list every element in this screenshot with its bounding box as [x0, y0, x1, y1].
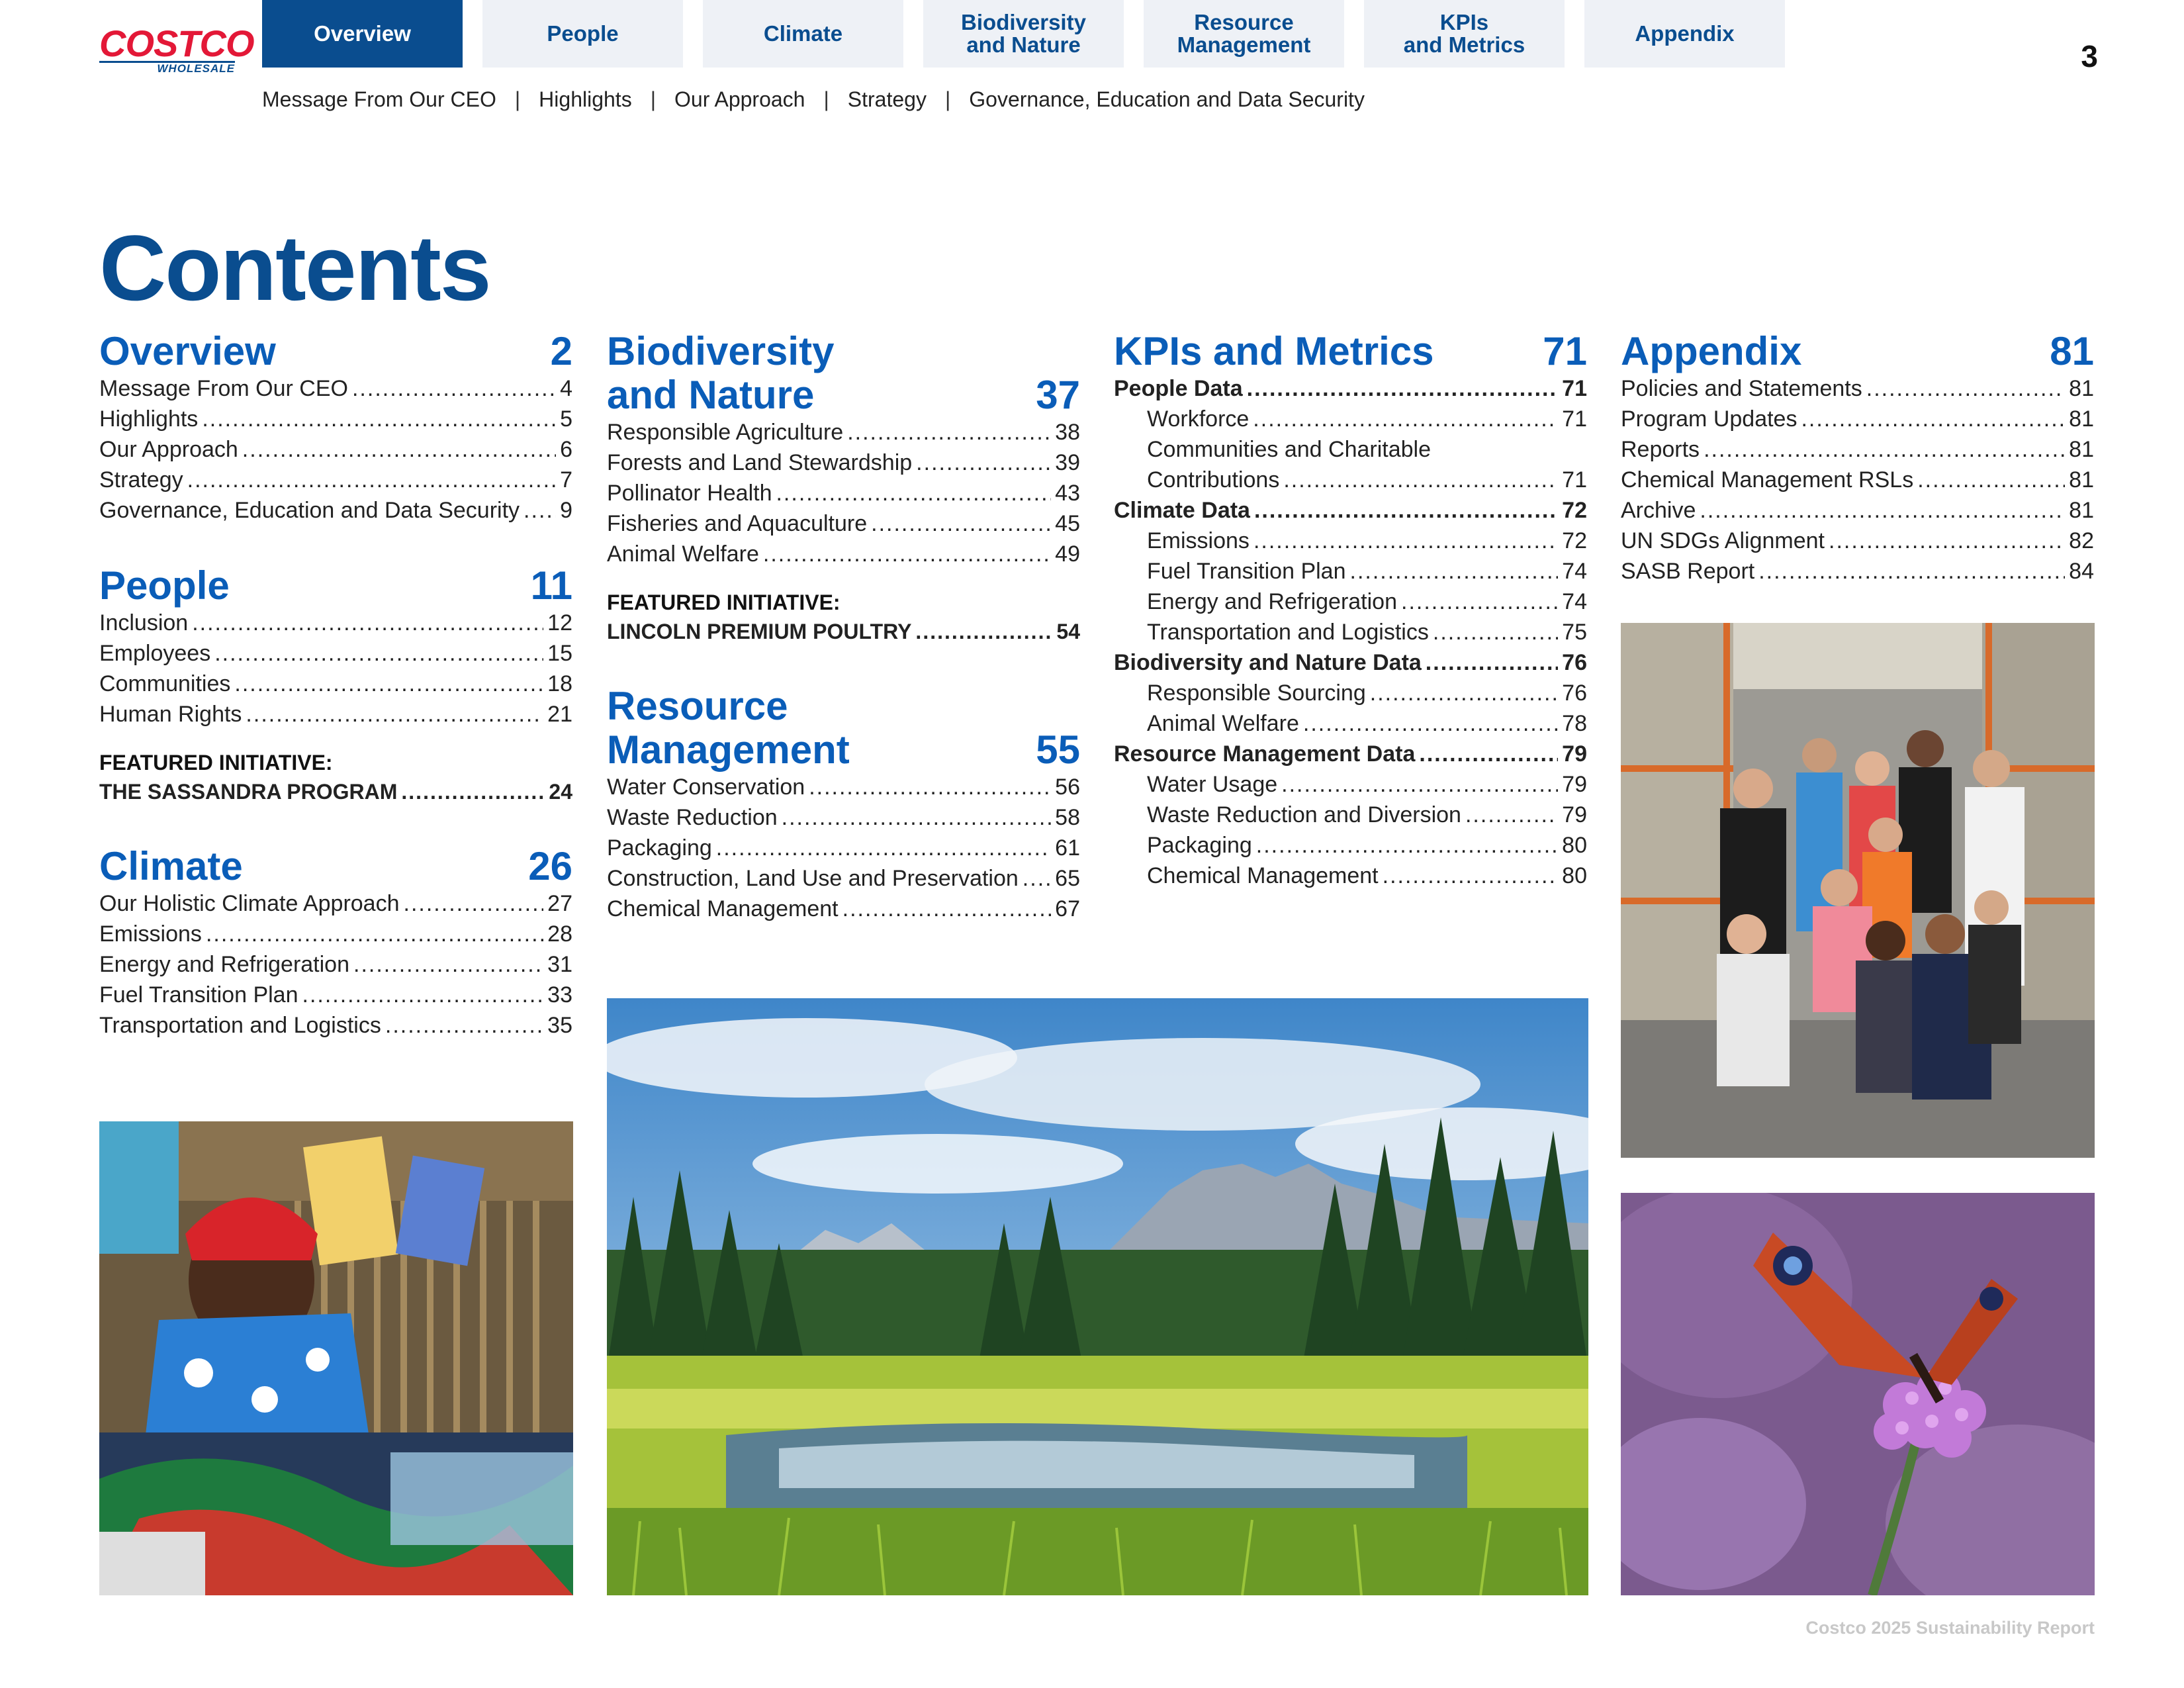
- entry-label: Animal Welfare: [1147, 711, 1299, 736]
- toc-column-4: [1621, 330, 2094, 625]
- dot-leader: [809, 772, 1051, 802]
- toc-entry[interactable]: [607, 833, 1080, 863]
- toc-entry[interactable]: [1114, 769, 1587, 800]
- dot-leader: [1383, 861, 1559, 891]
- entry-label: UN SDGs Alignment: [1621, 528, 1825, 553]
- dot-leader: [1283, 465, 1558, 495]
- entry-page: 76: [1562, 650, 1587, 675]
- entry-page: 84: [2069, 559, 2094, 584]
- entry-label: Policies and Statements: [1621, 376, 1862, 401]
- entry-page: 76: [1562, 680, 1587, 706]
- toc-entry[interactable]: [1114, 556, 1587, 586]
- dot-leader: [1866, 373, 2065, 404]
- toc-section-resource-management: [607, 684, 1080, 924]
- dot-leader: [782, 802, 1052, 833]
- toc-entry[interactable]: [99, 404, 572, 434]
- entry-label: Biodiversity and Nature Data: [1114, 650, 1422, 675]
- toc-entry[interactable]: [607, 508, 1080, 539]
- toc-entry[interactable]: [99, 980, 572, 1010]
- subnav-separator: |: [823, 87, 829, 111]
- entry-label: Chemical Management RSLs: [1621, 467, 1914, 492]
- toc-entry[interactable]: [607, 417, 1080, 447]
- toc-entry[interactable]: [607, 772, 1080, 802]
- entry-label: Transportation and Logistics: [1147, 620, 1429, 645]
- section-title: Climate: [99, 844, 243, 888]
- toc-section-heading[interactable]: [607, 330, 1080, 417]
- entry-label: Our Holistic Climate Approach: [99, 891, 400, 916]
- toc-section-people: [99, 564, 572, 729]
- toc-entry[interactable]: [607, 447, 1080, 478]
- dot-leader: [353, 949, 543, 980]
- subnav-governance[interactable]: Governance, Education and Data Security: [969, 87, 1365, 111]
- dot-leader: [1758, 556, 2065, 586]
- section-page: 2: [550, 329, 572, 373]
- toc-entry[interactable]: [1621, 404, 2094, 434]
- section-title: People: [99, 563, 230, 608]
- featured-initiative-sassandra[interactable]: [99, 748, 572, 806]
- dot-leader: [842, 894, 1052, 924]
- section-page: 81: [2050, 329, 2094, 373]
- toc-entry[interactable]: [1114, 830, 1587, 861]
- toc-entry[interactable]: [1114, 495, 1587, 526]
- subnav-highlights[interactable]: Highlights: [539, 87, 632, 111]
- entry-page: 75: [1562, 620, 1587, 645]
- entry-label: Transportation and Logistics: [99, 1013, 381, 1038]
- toc-entry[interactable]: [1114, 739, 1587, 769]
- toc-entry[interactable]: [1621, 526, 2094, 556]
- toc-entry[interactable]: [99, 465, 572, 495]
- entry-page: 6: [560, 437, 572, 462]
- toc-entry[interactable]: [1114, 861, 1587, 891]
- entry-page: 71: [1562, 406, 1587, 432]
- dot-leader: [214, 638, 543, 669]
- entry-label: Construction, Land Use and Preservation: [607, 866, 1019, 891]
- entry-page: 71: [1562, 376, 1587, 401]
- entry-page: 79: [1562, 802, 1587, 827]
- dot-leader: [202, 404, 556, 434]
- entry-label: Highlights: [99, 406, 199, 432]
- subnav-ceo-message[interactable]: Message From Our CEO: [262, 87, 496, 111]
- entry-label-line[interactable]: Communities and Charitable: [1147, 437, 1431, 462]
- tab-biodiversity[interactable]: Biodiversity and Nature: [923, 0, 1124, 68]
- entry-page: 4: [560, 376, 572, 401]
- entry-page: 21: [547, 702, 572, 727]
- dot-leader: [1465, 800, 1558, 830]
- dot-leader: [763, 539, 1051, 569]
- entry-label: Strategy: [99, 467, 183, 492]
- entry-label: Packaging: [607, 835, 712, 861]
- entry-page: 81: [2069, 437, 2094, 462]
- dot-leader: [1426, 647, 1558, 678]
- dot-leader: [192, 608, 543, 638]
- entry-page: 24: [549, 780, 572, 804]
- dot-leader: [1829, 526, 2065, 556]
- section-page: 26: [528, 844, 572, 888]
- dot-leader: [1303, 708, 1558, 739]
- sub-navigation: [262, 87, 1365, 112]
- entry-label: Energy and Refrigeration: [1147, 589, 1398, 614]
- entry-page: 9: [560, 498, 572, 523]
- entry-label: LINCOLN PREMIUM POULTRY: [607, 620, 912, 643]
- toc-entry[interactable]: [1114, 647, 1587, 678]
- entry-page: 81: [2069, 406, 2094, 432]
- section-title: Biodiversity and Nature: [607, 329, 835, 417]
- entry-label: Packaging: [1147, 833, 1252, 858]
- dot-leader: [1247, 373, 1559, 404]
- entry-label: Archive: [1621, 498, 1696, 523]
- toc-entry[interactable]: [99, 888, 572, 919]
- dot-leader: [1023, 863, 1051, 894]
- entry-page: 18: [547, 671, 572, 696]
- logo-subtitle: WHOLESALE: [99, 61, 235, 74]
- toc-section-heading[interactable]: [607, 684, 1080, 772]
- section-tabs: [262, 0, 1785, 68]
- entry-label: Animal Welfare: [607, 541, 759, 567]
- entry-page: 28: [547, 921, 572, 947]
- entry-label: Responsible Sourcing: [1147, 680, 1366, 706]
- dot-leader: [1281, 769, 1558, 800]
- entry-label: Pollinator Health: [607, 481, 772, 506]
- entry-label: Reports: [1621, 437, 1700, 462]
- dot-leader: [234, 669, 543, 699]
- entry-label: Governance, Education and Data Security: [99, 498, 520, 523]
- dot-leader: [242, 434, 556, 465]
- toc-section-overview: [99, 330, 572, 526]
- entry-label: Waste Reduction and Diversion: [1147, 802, 1461, 827]
- entry-label: Waste Reduction: [607, 805, 778, 830]
- costco-logo[interactable]: [99, 23, 254, 75]
- entry-page: 49: [1055, 541, 1080, 567]
- toc-section-heading[interactable]: [99, 845, 572, 888]
- entry-page: 33: [547, 982, 572, 1008]
- toc-entry[interactable]: [1621, 556, 2094, 586]
- section-page: 71: [1543, 329, 1587, 373]
- toc-entry[interactable]: [1114, 373, 1587, 404]
- dot-leader: [776, 478, 1051, 508]
- entry-label: Water Conservation: [607, 774, 805, 800]
- dot-leader: [1700, 495, 2065, 526]
- entry-page: 81: [2069, 467, 2094, 492]
- section-title: Resource Management: [607, 684, 850, 772]
- entry-page: 15: [547, 641, 572, 666]
- toc-entry[interactable]: [1114, 586, 1587, 617]
- photo-employee-group: [1621, 623, 2095, 1158]
- entry-label: Contributions: [1147, 467, 1280, 492]
- dot-leader: [404, 888, 544, 919]
- toc-entry[interactable]: [1621, 434, 2094, 465]
- toc-section-heading[interactable]: [1114, 330, 1587, 373]
- entry-page: 39: [1055, 450, 1080, 475]
- toc-entry[interactable]: [1621, 495, 2094, 526]
- section-title: Appendix: [1621, 329, 1802, 373]
- toc-section-biodiversity: [607, 330, 1080, 569]
- toc-entry: [99, 777, 572, 806]
- entry-page: 54: [1056, 620, 1080, 643]
- tab-appendix[interactable]: Appendix: [1584, 0, 1785, 68]
- tab-kpis[interactable]: KPIs and Metrics: [1364, 0, 1565, 68]
- entry-page: 12: [547, 610, 572, 635]
- section-page: 37: [1036, 373, 1080, 417]
- entry-page: 74: [1562, 559, 1587, 584]
- toc-section-climate: [99, 845, 572, 1041]
- dot-leader: [523, 495, 556, 526]
- entry-page: 78: [1562, 711, 1587, 736]
- dot-leader: [847, 417, 1051, 447]
- entry-label: Inclusion: [99, 610, 189, 635]
- dot-leader: [1433, 617, 1558, 647]
- entry-page: 58: [1055, 805, 1080, 830]
- entry-label: Communities: [99, 671, 231, 696]
- toc-entry[interactable]: [99, 919, 572, 949]
- report-footer: Costco 2025 Sustainability Report: [1805, 1618, 2095, 1638]
- entry-page: 79: [1562, 772, 1587, 797]
- page-number: 3: [2081, 39, 2098, 73]
- entry-label: SASB Report: [1621, 559, 1755, 584]
- toc-entry: [607, 617, 1080, 646]
- entry-label: Message From Our CEO: [99, 376, 348, 401]
- toc-entry[interactable]: [1114, 465, 1587, 495]
- dot-leader: [1370, 678, 1558, 708]
- entry-label: Fuel Transition Plan: [1147, 559, 1346, 584]
- dot-leader: [1253, 404, 1558, 434]
- subnav-separator: |: [650, 87, 656, 111]
- dot-leader: [385, 1010, 543, 1041]
- toc-entry[interactable]: [1114, 678, 1587, 708]
- entry-page: 72: [1562, 528, 1587, 553]
- dot-leader: [716, 833, 1051, 863]
- entry-page: 27: [547, 891, 572, 916]
- dot-leader: [1419, 739, 1558, 769]
- entry-label: Energy and Refrigeration: [99, 952, 350, 977]
- entry-page: 80: [1562, 833, 1587, 858]
- entry-label: Fuel Transition Plan: [99, 982, 298, 1008]
- toc-column-1: [99, 330, 572, 1079]
- entry-label: THE SASSANDRA PROGRAM: [99, 780, 398, 804]
- toc-entry[interactable]: [1114, 708, 1587, 739]
- toc-entry[interactable]: [607, 894, 1080, 924]
- toc-entry[interactable]: [1114, 526, 1587, 556]
- toc-entry[interactable]: [607, 863, 1080, 894]
- entry-label: Our Approach: [99, 437, 238, 462]
- entry-label: Climate Data: [1114, 498, 1250, 523]
- entry-page: 65: [1055, 866, 1080, 891]
- dot-leader: [1254, 495, 1558, 526]
- subnav-separator: |: [944, 87, 951, 111]
- section-page: 55: [1036, 727, 1080, 772]
- featured-label: FEATURED INITIATIVE:: [99, 751, 333, 774]
- tab-people[interactable]: People: [482, 0, 683, 68]
- entry-page: 45: [1055, 511, 1080, 536]
- entry-label: Workforce: [1147, 406, 1250, 432]
- toc-entry[interactable]: [1114, 800, 1587, 830]
- subnav-strategy[interactable]: Strategy: [847, 87, 927, 111]
- entry-page: 56: [1055, 774, 1080, 800]
- dot-leader: [1253, 526, 1558, 556]
- toc-section-heading[interactable]: [99, 330, 572, 373]
- toc-entry[interactable]: [1114, 617, 1587, 647]
- entry-label: People Data: [1114, 376, 1243, 401]
- toc-entry[interactable]: [1114, 404, 1587, 434]
- subnav-our-approach[interactable]: Our Approach: [674, 87, 805, 111]
- entry-page: 71: [1562, 467, 1587, 492]
- toc-entry[interactable]: [607, 478, 1080, 508]
- entry-page: 81: [2069, 498, 2094, 523]
- toc-entry[interactable]: [99, 434, 572, 465]
- entry-page: 82: [2069, 528, 2094, 553]
- entry-label: Employees: [99, 641, 211, 666]
- toc-section-appendix: [1621, 330, 2094, 586]
- dot-leader: [187, 465, 556, 495]
- entry-page: 67: [1055, 896, 1080, 921]
- entry-label: Responsible Agriculture: [607, 420, 844, 445]
- dot-leader: [871, 508, 1051, 539]
- entry-page: 72: [1562, 498, 1587, 523]
- dot-leader: [401, 777, 545, 806]
- entry-page: 80: [1562, 863, 1587, 888]
- entry-label: Human Rights: [99, 702, 242, 727]
- entry-label: Program Updates: [1621, 406, 1797, 432]
- toc-entry[interactable]: [99, 495, 572, 526]
- entry-label: Chemical Management: [607, 896, 839, 921]
- entry-page: 7: [560, 467, 572, 492]
- toc-section-heading[interactable]: [99, 564, 572, 608]
- dot-leader: [302, 980, 544, 1010]
- dot-leader: [1704, 434, 2065, 465]
- dot-leader: [1917, 465, 2065, 495]
- entry-page: 5: [560, 406, 572, 432]
- toc-section-kpis: [1114, 330, 1587, 891]
- section-title: KPIs and Metrics: [1114, 329, 1434, 373]
- tab-climate[interactable]: Climate: [703, 0, 903, 68]
- tab-resource-management[interactable]: Resource Management: [1144, 0, 1344, 68]
- toc-entry[interactable]: [99, 669, 572, 699]
- entry-page: 61: [1055, 835, 1080, 861]
- page-title: Contents: [99, 216, 490, 320]
- toc-entry[interactable]: [99, 699, 572, 729]
- photo-woman-market: [99, 1121, 573, 1595]
- toc-entry[interactable]: [607, 539, 1080, 569]
- toc-entry[interactable]: [99, 1010, 572, 1041]
- dot-leader: [206, 919, 543, 949]
- toc-entry[interactable]: [99, 373, 572, 404]
- entry-page: 31: [547, 952, 572, 977]
- subnav-separator: |: [514, 87, 521, 111]
- toc-entry[interactable]: [1621, 373, 2094, 404]
- tab-overview[interactable]: Overview: [262, 0, 463, 68]
- entry-label: Forests and Land Stewardship: [607, 450, 913, 475]
- dot-leader: [1350, 556, 1559, 586]
- entry-page: 35: [547, 1013, 572, 1038]
- dot-leader: [916, 447, 1051, 478]
- dot-leader: [1801, 404, 2065, 434]
- toc-entry[interactable]: [99, 608, 572, 638]
- section-title: Overview: [99, 329, 276, 373]
- entry-label: Fisheries and Aquaculture: [607, 511, 868, 536]
- entry-page: 81: [2069, 376, 2094, 401]
- entry-page: 43: [1055, 481, 1080, 506]
- featured-initiative-lincoln[interactable]: [607, 588, 1080, 646]
- dot-leader: [246, 699, 543, 729]
- featured-label: FEATURED INITIATIVE:: [607, 590, 841, 614]
- entry-page: 38: [1055, 420, 1080, 445]
- section-page: 11: [530, 563, 572, 608]
- dot-leader: [1256, 830, 1558, 861]
- dot-leader: [352, 373, 556, 404]
- toc-column-2: [607, 330, 1080, 962]
- photo-butterfly-flower: [1621, 1193, 2095, 1595]
- toc-entry[interactable]: [99, 949, 572, 980]
- dot-leader: [1401, 586, 1558, 617]
- toc-entry[interactable]: [1621, 465, 2094, 495]
- entry-label: Resource Management Data: [1114, 741, 1416, 767]
- entry-page: 74: [1562, 589, 1587, 614]
- entry-label: Chemical Management: [1147, 863, 1379, 888]
- photo-mountain-landscape: [607, 998, 1588, 1595]
- entry-label: Water Usage: [1147, 772, 1278, 797]
- toc-section-heading[interactable]: [1621, 330, 2094, 373]
- toc-entry[interactable]: [99, 638, 572, 669]
- entry-label: Emissions: [99, 921, 202, 947]
- logo-wordmark: COSTCO: [99, 23, 254, 64]
- toc-column-3: [1114, 330, 1587, 929]
- dot-leader: [915, 617, 1052, 646]
- entry-label: Emissions: [1147, 528, 1250, 553]
- entry-page: 79: [1562, 741, 1587, 767]
- toc-entry[interactable]: [607, 802, 1080, 833]
